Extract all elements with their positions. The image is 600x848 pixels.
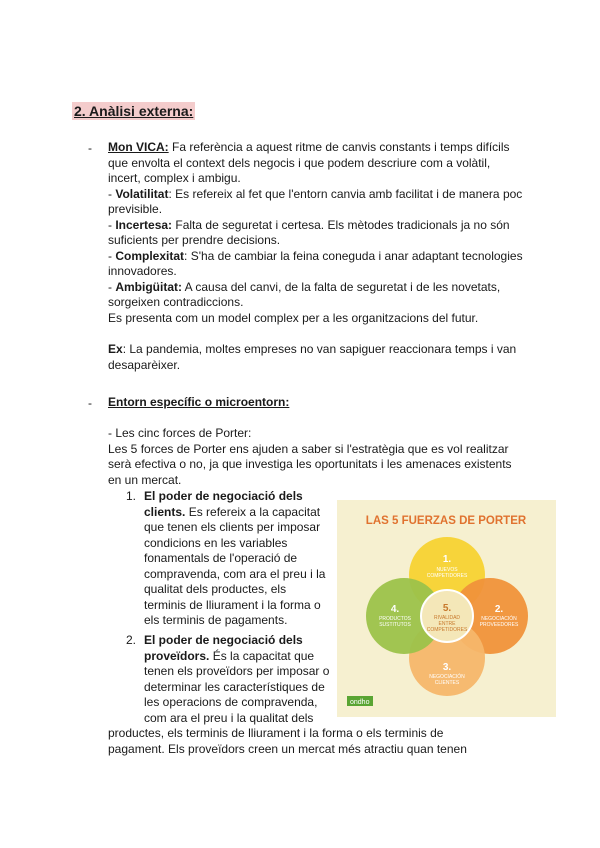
bottom-number: 3. (442, 662, 452, 673)
vica-item-incertesa: - Incertesa: Falta de seguretat i certesa. Els mètodes tradicionals ja no són (108, 217, 510, 232)
right-label: NEGOCIACIÓN (481, 616, 517, 622)
left-label: SUSTITUTOS (379, 622, 411, 628)
right-number: 2. (494, 604, 504, 615)
vica-term: Mon VICA: (108, 140, 169, 154)
micro-intro-block (108, 426, 532, 488)
figure-title: LAS 5 FUERZAS DE PORTER (365, 515, 527, 527)
top-label: NUEVOS (436, 567, 458, 573)
bullet-dash: - (88, 141, 92, 155)
top-number: 1. (442, 554, 452, 565)
micro-intro-line: serà efectiva o no, ja que investiga les oportunitats i les amenaces existents (108, 457, 512, 471)
vica-block (108, 140, 532, 373)
micro-term: Entorn específic o microentorn: (108, 395, 290, 409)
spacer (108, 326, 532, 342)
logo-text: ondho (350, 699, 370, 706)
bottom-label: CLIENTES (434, 680, 460, 686)
vica-intro-line: incert, complex i ambigu. (108, 171, 241, 185)
item-text: El poder de negociació dels proveïdors. És la capacitat que tenen els proveïdors per imposar o determinar les característiques de les operacions de compravenda, com ara el preu i la qualitat dels (144, 633, 330, 725)
section-heading: 2. Anàlisi externa: (74, 103, 194, 119)
center-label: COMPETIDORES (426, 627, 468, 633)
list-number: 2. (126, 633, 137, 647)
top-label: COMPETIDORES (426, 573, 468, 579)
porter-figure (337, 500, 556, 717)
micro-intro-line: en un mercat. (108, 472, 182, 487)
vica-example-line: desaparèixer. (108, 357, 181, 372)
center-label: ENTRE (438, 621, 456, 627)
left-number: 4. (390, 604, 400, 615)
micro-intro-line: Les 5 forces de Porter ens ajuden a saber si l'estratègia que es vol realitzar (108, 441, 509, 456)
vica-intro: Mon VICA: Fa referència a aquest ritme de canvis constants i temps difícils (108, 140, 510, 154)
vica-item-complexitat: - Complexitat: S'ha de cambiar la feina coneguda i anar adaptant tecnologies (108, 248, 523, 263)
vica-item-line: innovadores. (108, 264, 177, 278)
vica-example: Ex: La pandemia, moltes empreses no van sapiguer reaccionara temps i van (108, 342, 517, 356)
bottom-label: NEGOCIACIÓN (429, 674, 465, 680)
list-number: 1. (126, 489, 137, 503)
vica-item-line: sorgeixen contradiccions. (108, 295, 244, 309)
micro-heading-block (108, 395, 532, 411)
item-text: El poder de negociació dels clients. Es refereix a la capacitat que tenen els clients per imposar condicions en les variables fonamentals de l'operació de compravenda, com ara el preu i la qualitat dels productes, els terminis de lliurament i la forma o els terminis de pagaments. (144, 489, 326, 627)
vica-closing: Es presenta com un model complex per a les organitzacions del futur. (108, 310, 479, 325)
micro-sub: - Les cinc forces de Porter: (108, 426, 252, 440)
vica-item-ambiguitat: - Ambigüitat: A causa del canvi, de la falta de seguretat i de les novetats, (108, 279, 501, 294)
porter-item-2-continuation: productes, els terminis de lliurament i la forma o els terminis de pagament. Els proveïdors creen un mercat més atractiu quan tenen (108, 726, 467, 756)
porter-diagram (337, 500, 556, 717)
vica-intro-line: que envolta el context dels negocis i que podem descriure com a volàtil, (108, 155, 491, 170)
center-label: RIVALIDAD (433, 615, 461, 621)
bullet-dash: - (88, 396, 92, 410)
vica-item-line: suficients per prendre decisions. (108, 233, 281, 247)
center-number: 5. (442, 603, 452, 614)
vica-item-volatilitat: - Volatilitat: Es refereix al fet que l'entorn canvia amb facilitat i de manera poc (108, 186, 523, 201)
vica-item-line: previsible. (108, 202, 163, 216)
left-label: PRODUCTOS (379, 616, 411, 622)
right-label: PROVEEDORES (479, 622, 519, 628)
